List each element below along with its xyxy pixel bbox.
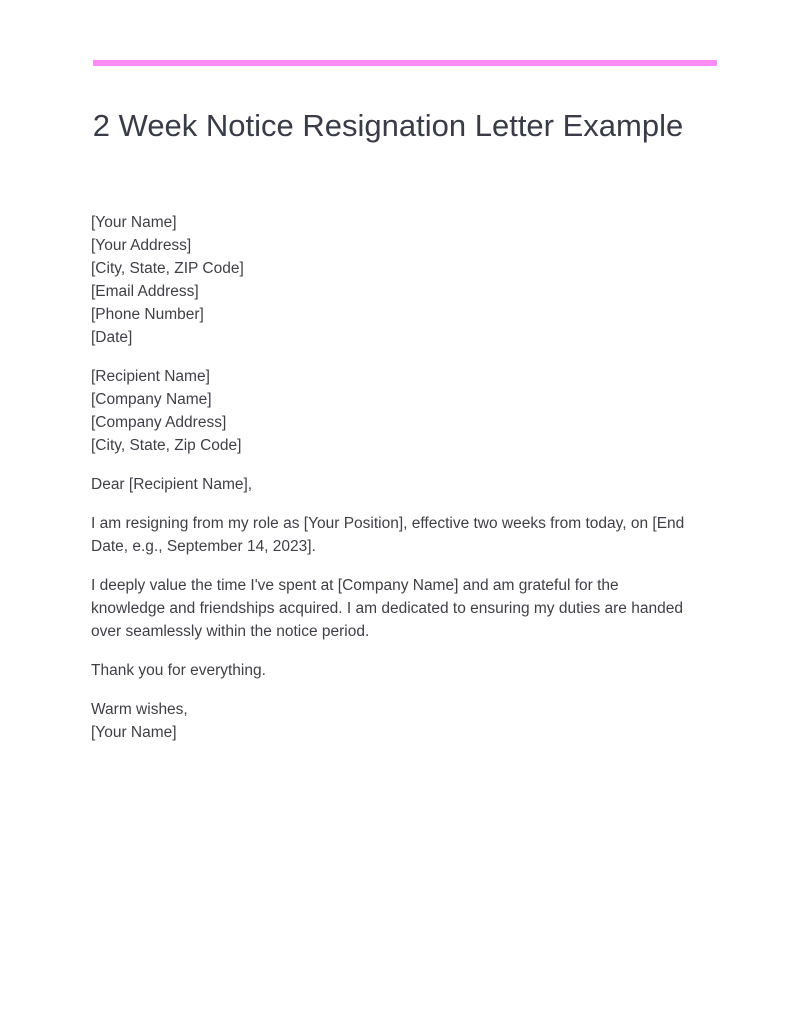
sender-address-block [91,211,691,349]
recipient-company: [Company Name] [91,391,212,408]
salutation: Dear [Recipient Name], [91,476,253,493]
letter-body [91,211,691,760]
body-paragraph-thanks: Thank you for everything. [91,662,266,679]
sender-phone: [Phone Number] [91,306,204,323]
letter-date: [Date] [91,329,133,346]
body-paragraph-gratitude: I deeply value the time I've spent at [Company Name] and am grateful for the knowledge and friendships acquired. I am dedicated to ensuring my duties are handed over seamlessly within the notice period. [91,577,683,640]
sign-off-block [91,698,691,744]
recipient-city-state-zip: [City, State, Zip Code] [91,437,242,454]
sender-address: [Your Address] [91,237,192,254]
signature: [Your Name] [91,724,177,741]
closing: Warm wishes, [91,701,188,718]
recipient-address-block [91,365,691,457]
sender-city-state-zip: [City, State, ZIP Code] [91,260,244,277]
accent-divider [93,60,717,66]
recipient-name: [Recipient Name] [91,368,210,385]
document-title: 2 Week Notice Resignation Letter Example [92,108,684,143]
sender-name: [Your Name] [91,214,177,231]
recipient-company-address: [Company Address] [91,414,227,431]
sender-email: [Email Address] [91,283,199,300]
body-paragraph-resignation: I am resigning from my role as [Your Position], effective two weeks from today, on [End Date, e.g., September 14, 2023]. [91,515,685,555]
